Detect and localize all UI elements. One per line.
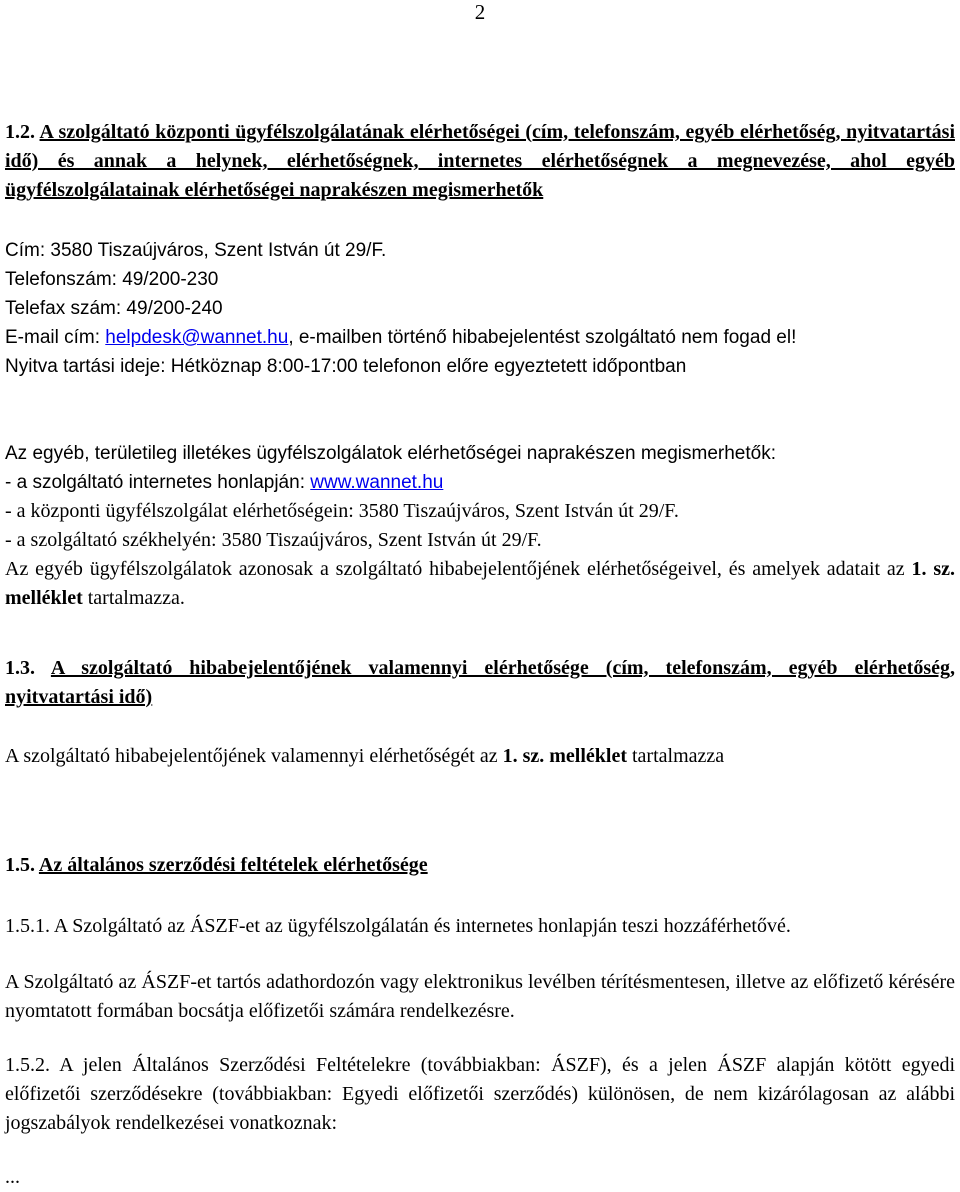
section-1-3-annex-ref: 1. sz. melléklet <box>502 745 627 767</box>
other-central: - a központi ügyfélszolgálat elérhetőségein: 3580 Tiszaújváros, Szent István út 29/F. <box>5 500 679 522</box>
other-same-prefix: Az egyéb ügyfélszolgálatok azonosak a szolgáltató hibabejelentőjének elérhetőségeivel, és amelyek adatait az <box>5 558 912 580</box>
section-1-2-heading <box>5 118 955 205</box>
other-services-text <box>5 497 955 613</box>
section-1-5-1-p2: A Szolgáltató az ÁSZF-et tartós adathordozón vagy elektronikus levélben térítésmentesen, illetve az előfizető kérésére nyomtatott formában bocsátja előfizetői számára rendelkezésre. <box>5 971 955 1022</box>
section-1-3-heading <box>5 654 955 712</box>
other-same-paragraph <box>5 555 955 613</box>
section-1-2-number: 1.2. <box>5 121 35 143</box>
section-1-3-title: A szolgáltató hibabejelentőjének valamennyi elérhetősége (cím, telefonszám, egyéb elérhetőség, nyitvatartási idő) <box>5 657 955 708</box>
contact-fax: Telefax szám: 49/200-240 <box>5 298 223 319</box>
other-services-block <box>5 439 955 497</box>
section-1-5-heading <box>5 851 955 880</box>
other-web-prefix: - a szolgáltató internetes honlapján: <box>5 472 311 493</box>
email-link[interactable]: helpdesk@wannet.hu <box>105 327 289 348</box>
other-intro: Az egyéb, területileg illetékes ügyfélszolgálatok elérhetőségei naprakészen megismerhetők: <box>5 443 776 464</box>
contact-address: Cím: 3580 Tiszaújváros, Szent István út 29/F. <box>5 240 387 261</box>
contact-phone: Telefonszám: 49/200-230 <box>5 269 219 290</box>
section-1-3-body <box>5 742 955 771</box>
other-same-suffix: tartalmazza. <box>82 587 185 609</box>
email-label: E-mail cím: <box>5 327 106 348</box>
contact-block <box>5 236 955 381</box>
section-1-3-body-prefix: A szolgáltató hibabejelentőjének valamennyi elérhetőségét az <box>5 745 503 767</box>
other-hq: - a szolgáltató székhelyén: 3580 Tiszaújváros, Szent István út 29/F. <box>5 529 542 551</box>
section-1-2-title: A szolgáltató központi ügyfélszolgálatának elérhetőségei (cím, telefonszám, egyéb elérhetőség, nyitvatartási idő) és annak a helynek, elérhetőségnek, internetes elérhetőségnek a megnevezése, ahol egyéb ügyfélszolgálatainak elérhetőségei naprakészen megismerhetők <box>5 121 955 201</box>
page-number: 2 <box>474 0 486 24</box>
ellipsis: ... <box>5 1166 20 1188</box>
section-1-3-number: 1.3. <box>5 657 35 679</box>
website-link[interactable]: www.wannet.hu <box>310 472 444 493</box>
annex-ref: 1. sz. melléklet <box>5 558 955 609</box>
section-1-3-body-suffix: tartalmazza <box>626 745 725 767</box>
section-1-5-number: 1.5. <box>5 854 35 876</box>
contact-email-line <box>5 323 955 352</box>
section-1-5-title: Az általános szerződési feltételek elérhetősége <box>38 854 428 876</box>
contact-hours: Nyitva tartási ideje: Hétköznap 8:00-17:00 telefonon előre egyeztetett időpontban <box>5 356 687 377</box>
section-1-5-1-p1: 1.5.1. A Szolgáltató az ÁSZF-et az ügyfélszolgálatán és internetes honlapján teszi hozzáférhetővé. <box>5 915 791 937</box>
other-web-line <box>5 468 955 497</box>
email-note: , e-mailben történő hibabejelentést szolgáltató nem fogad el! <box>288 327 797 348</box>
section-1-5-2-paragraph: 1.5.2. A jelen Általános Szerződési Feltételekre (továbbiakban: ÁSZF), és a jelen ÁSZF alapján kötött egyedi előfizetői szerződésekre (továbbiakban: Egyedi előfizetői szerződés) különösen, de nem kizárólagosan az alábbi jogszabályok rendelkezései vonatkoznak: <box>5 1054 955 1134</box>
